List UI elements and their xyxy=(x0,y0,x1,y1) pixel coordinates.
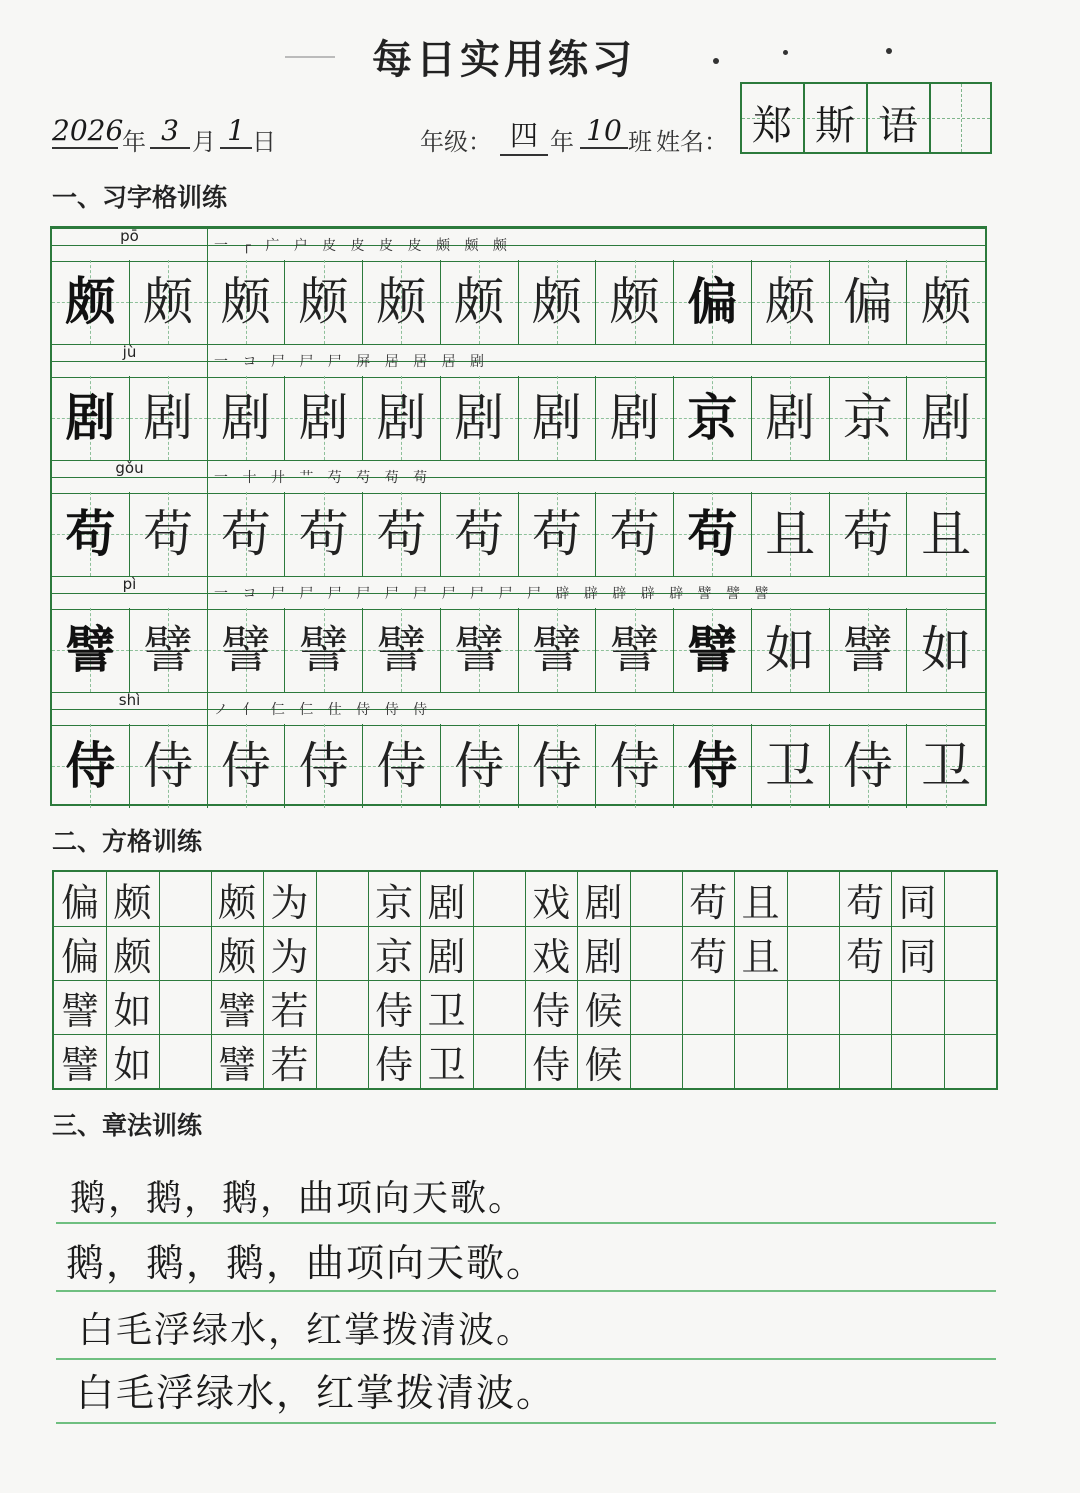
square-character: 侍 xyxy=(532,988,571,1033)
square-character: 苟 xyxy=(846,934,885,979)
month-label: 月 xyxy=(192,128,216,156)
day-label: 日 xyxy=(252,128,276,156)
practice-character: 如 xyxy=(921,621,972,679)
practice-character: 侍 xyxy=(531,737,582,795)
practice-character: 侍 xyxy=(687,737,738,795)
practice-character: 苟 xyxy=(454,505,505,563)
practice-character: 卫 xyxy=(921,737,972,795)
composition-line: 鹅，鹅，鹅，曲项向天歌。 xyxy=(66,1241,547,1285)
model-character: 颇 xyxy=(65,273,116,331)
square-character: 譬 xyxy=(61,988,100,1033)
pinyin-label: shì xyxy=(118,691,141,709)
practice-character: 偏 xyxy=(842,273,893,331)
name-char: 斯 xyxy=(815,103,855,149)
practice-character: 譬 xyxy=(143,621,194,679)
square-character: 苟 xyxy=(846,880,885,925)
square-character: 若 xyxy=(270,988,309,1033)
practice-character: 譬 xyxy=(531,621,582,679)
practice-character: 苟 xyxy=(298,505,349,563)
practice-character: 卫 xyxy=(765,737,816,795)
practice-character: 颇 xyxy=(376,273,427,331)
name-char: 郑 xyxy=(752,103,792,149)
practice-character: 苟 xyxy=(609,505,660,563)
practice-character: 剧 xyxy=(143,389,194,447)
square-character: 譬 xyxy=(218,1042,257,1087)
class-label: 班 xyxy=(628,128,652,156)
practice-character: 剧 xyxy=(765,389,816,447)
section-heading-3: 三、章法训练 xyxy=(52,1111,203,1140)
square-character: 卫 xyxy=(427,988,466,1033)
practice-character: 偏 xyxy=(687,273,738,331)
practice-character: 且 xyxy=(921,505,972,563)
model-character: 苟 xyxy=(65,505,116,563)
square-character: 同 xyxy=(898,934,937,979)
square-character: 戏 xyxy=(532,934,571,979)
square-character: 京 xyxy=(375,934,414,979)
square-character: 剧 xyxy=(427,934,466,979)
stroke-order: 一 十 廾 艹 芍 芍 苟 苟 xyxy=(214,470,433,486)
stroke-order: 一 ┌ 广 户 皮 皮 皮 皮 颇 颇 颇 xyxy=(214,238,512,254)
pinyin-label: jù xyxy=(122,343,137,361)
square-character: 颇 xyxy=(218,880,257,925)
square-character: 苟 xyxy=(689,934,728,979)
square-character: 卫 xyxy=(427,1042,466,1087)
square-character: 若 xyxy=(270,1042,309,1087)
practice-character: 颇 xyxy=(765,273,816,331)
practice-character: 京 xyxy=(687,389,738,447)
writing-line xyxy=(56,1422,996,1424)
stroke-order: 一 コ 尸 尸 尸 尸 尸 尸 尸 尸 尸 尸 辟 辟 辟 辟 辟 譬 譬 譬 xyxy=(214,586,774,602)
practice-character: 剧 xyxy=(609,389,660,447)
square-character: 颇 xyxy=(113,880,152,925)
practice-character: 譬 xyxy=(220,621,271,679)
practice-character: 颇 xyxy=(143,273,194,331)
stroke-order: ノ 亻 仁 仁 仕 侍 侍 侍 xyxy=(214,702,433,718)
practice-character: 且 xyxy=(765,505,816,563)
practice-character: 苟 xyxy=(687,505,738,563)
practice-character: 苟 xyxy=(220,505,271,563)
day-value: 1 xyxy=(220,114,252,149)
square-character: 侍 xyxy=(375,988,414,1033)
square-character: 戏 xyxy=(532,880,571,925)
practice-character: 剧 xyxy=(454,389,505,447)
composition-line: 白毛浮绿水，红掌拨清波。 xyxy=(78,1310,535,1351)
model-character: 剧 xyxy=(65,389,116,447)
practice-character: 剧 xyxy=(921,389,972,447)
practice-character: 剧 xyxy=(376,389,427,447)
practice-character: 譬 xyxy=(842,621,893,679)
practice-character: 譬 xyxy=(376,621,427,679)
practice-character: 侍 xyxy=(143,737,194,795)
square-character: 且 xyxy=(741,880,780,925)
section-heading-2: 二、方格训练 xyxy=(52,827,203,856)
practice-character: 侍 xyxy=(842,737,893,795)
practice-character: 苟 xyxy=(842,505,893,563)
practice-character: 譬 xyxy=(609,621,660,679)
square-character: 侍 xyxy=(532,1042,571,1087)
practice-character: 颇 xyxy=(220,273,271,331)
square-character: 候 xyxy=(584,988,623,1033)
square-character: 同 xyxy=(898,880,937,925)
square-character: 为 xyxy=(270,880,309,925)
square-character: 苟 xyxy=(689,880,728,925)
practice-character: 颇 xyxy=(298,273,349,331)
section-heading-1: 一、习字格训练 xyxy=(52,183,228,212)
pinyin-label: pì xyxy=(122,575,137,593)
square-character: 如 xyxy=(113,1042,152,1087)
practice-character: 譬 xyxy=(298,621,349,679)
name-label: 姓名： xyxy=(656,128,728,156)
composition-line: 白毛浮绿水，红掌拨清波。 xyxy=(76,1371,557,1415)
practice-character: 侍 xyxy=(298,737,349,795)
model-character: 侍 xyxy=(65,737,116,795)
model-character: 譬 xyxy=(65,621,116,679)
practice-character: 侍 xyxy=(609,737,660,795)
name-char: 语 xyxy=(878,103,918,149)
square-character: 颇 xyxy=(113,934,152,979)
grade-year-label: 年 xyxy=(550,128,574,156)
practice-character: 侍 xyxy=(376,737,427,795)
square-character: 剧 xyxy=(427,880,466,925)
square-character: 偏 xyxy=(61,934,100,979)
practice-character: 剧 xyxy=(298,389,349,447)
square-character: 剧 xyxy=(584,934,623,979)
square-character: 候 xyxy=(584,1042,623,1087)
pinyin-label: gǒu xyxy=(115,459,144,477)
page-title: 每日实用练习 xyxy=(372,37,636,83)
grade-value: 四 xyxy=(500,114,548,156)
practice-character: 侍 xyxy=(454,737,505,795)
practice-character: 颇 xyxy=(609,273,660,331)
practice-character: 苟 xyxy=(143,505,194,563)
stroke-order: 一 コ 尸 尸 尸 屏 居 居 居 剧 xyxy=(214,354,490,370)
practice-character: 苟 xyxy=(531,505,582,563)
pinyin-label: pō xyxy=(120,227,139,245)
practice-character: 京 xyxy=(842,389,893,447)
writing-line xyxy=(56,1290,996,1292)
practice-character: 颇 xyxy=(454,273,505,331)
square-character: 偏 xyxy=(61,880,100,925)
practice-character: 颇 xyxy=(921,273,972,331)
class-value: 10 xyxy=(580,114,628,149)
year-value: 2026 xyxy=(52,114,124,147)
practice-character: 侍 xyxy=(220,737,271,795)
square-character: 譬 xyxy=(218,988,257,1033)
square-character: 为 xyxy=(270,934,309,979)
square-character: 颇 xyxy=(218,934,257,979)
writing-line xyxy=(56,1358,996,1360)
square-character: 京 xyxy=(375,880,414,925)
practice-character: 譬 xyxy=(687,621,738,679)
composition-line: 鹅，鹅，鹅，曲项向天歌。 xyxy=(70,1178,527,1219)
square-character: 且 xyxy=(741,934,780,979)
grade-label: 年级： xyxy=(420,128,492,156)
practice-character: 剧 xyxy=(220,389,271,447)
square-character: 譬 xyxy=(61,1042,100,1087)
square-character: 如 xyxy=(113,988,152,1033)
writing-line xyxy=(56,1222,996,1224)
practice-character: 剧 xyxy=(531,389,582,447)
square-character: 侍 xyxy=(375,1042,414,1087)
practice-character: 颇 xyxy=(531,273,582,331)
practice-character: 譬 xyxy=(454,621,505,679)
practice-character: 苟 xyxy=(376,505,427,563)
practice-character: 如 xyxy=(765,621,816,679)
year-label: 年 xyxy=(122,128,146,156)
month-value: 3 xyxy=(150,114,190,149)
square-character: 剧 xyxy=(584,880,623,925)
